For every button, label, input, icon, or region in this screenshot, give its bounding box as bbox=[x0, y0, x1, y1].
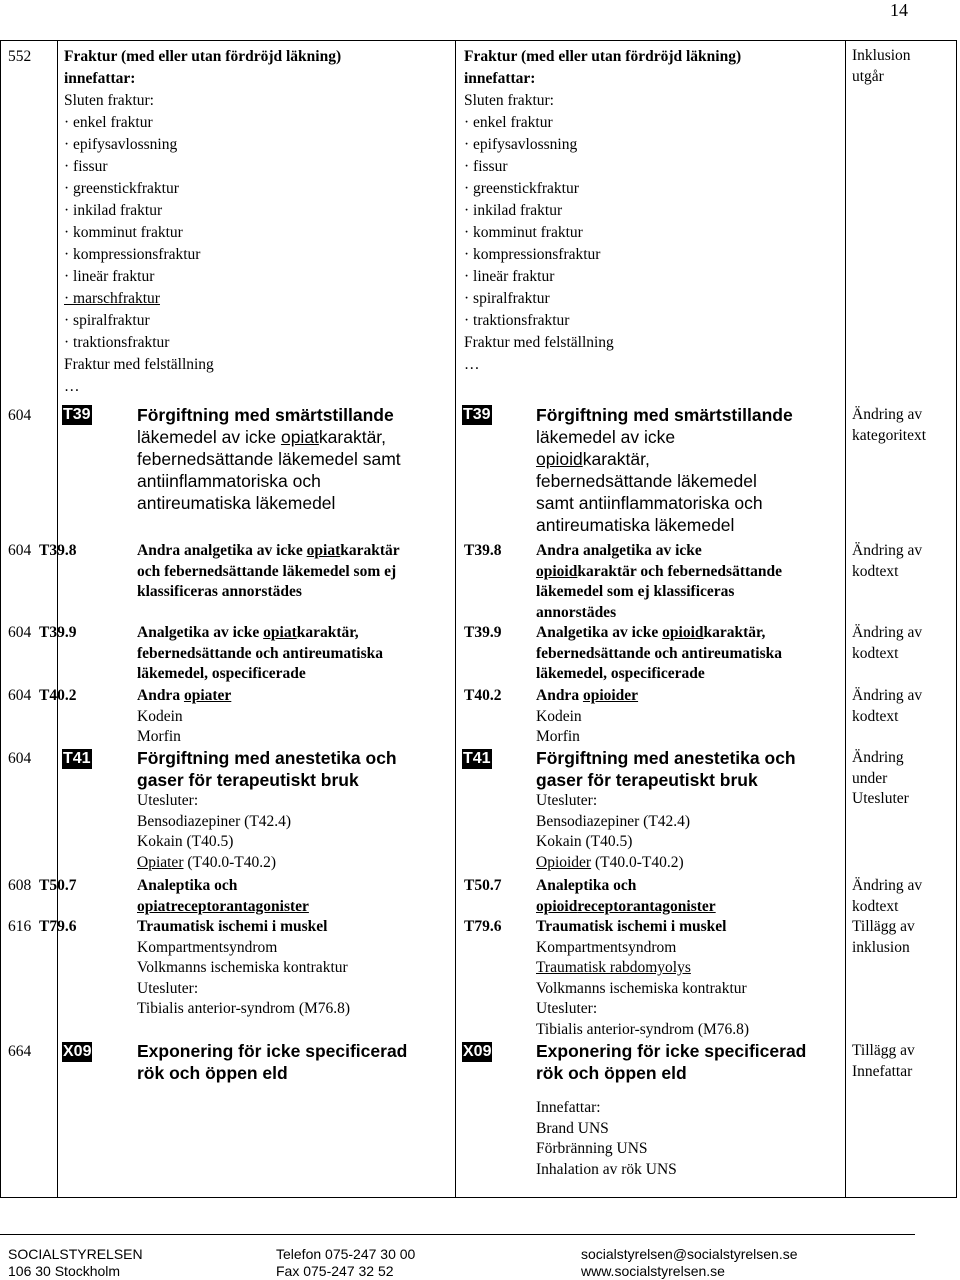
old-tail: Fraktur med felställning bbox=[64, 356, 214, 373]
col-divider bbox=[845, 40, 846, 1198]
change-note: Tillägg av inklusion bbox=[852, 918, 915, 956]
code-badge-x09: X09 bbox=[63, 1043, 92, 1060]
list-item: · inkilad fraktur bbox=[64, 202, 163, 219]
list-item: · enkel fraktur bbox=[464, 114, 553, 131]
row-number: 664 bbox=[8, 1043, 32, 1060]
row-number-code: 604 T39.9 bbox=[8, 624, 77, 641]
change-note bbox=[852, 46, 911, 87]
t507-new-text: Analeptika och opioidreceptorantagonister bbox=[536, 877, 716, 915]
list-item: · enkel fraktur bbox=[64, 114, 153, 131]
new-title: Fraktur (med eller utan fördröjd läkning) bbox=[464, 48, 742, 65]
website-link[interactable]: www.socialstyrelsen.se bbox=[581, 1263, 725, 1279]
list-item: · traktionsfraktur bbox=[64, 334, 170, 351]
t402-old-text: Andra opiater Kodein Morfin bbox=[137, 687, 232, 745]
section-number: 552 bbox=[8, 48, 32, 65]
list-item: · lineär fraktur bbox=[64, 268, 155, 285]
code-badge-t41: T41 bbox=[63, 750, 91, 767]
t399-new-text: Analgetika av icke opioidkaraktär, febernedsättande och antireumatiska läkemedel, ospecificerade bbox=[536, 624, 782, 682]
list-item: · fissur bbox=[464, 158, 508, 175]
row-code: T40.2 bbox=[464, 687, 502, 704]
change-note: Ändring av kodtext bbox=[852, 687, 923, 725]
row-code: T50.7 bbox=[464, 877, 502, 894]
t41-new-text: Förgiftning med anestetika och gaser för terapeutiskt bruk Utesluter: Bensodiazepiner (T42.4) Kokain (T40.5) Opioider (T40.0-T40.2) bbox=[536, 748, 796, 871]
list-item: · greenstickfraktur bbox=[464, 180, 579, 197]
new-heading: Sluten fraktur: bbox=[464, 92, 554, 109]
change-note: Ändring av kodtext bbox=[852, 624, 923, 662]
new-subtitle: innefattar: bbox=[464, 70, 536, 87]
change-note: Ändring av kategoritext bbox=[852, 406, 927, 444]
code-badge-t39: T39 bbox=[63, 406, 91, 423]
list-item: · spiralfraktur bbox=[64, 312, 150, 329]
page-number: 14 bbox=[890, 0, 908, 20]
t41-old-text: Förgiftning med anestetika och gaser för terapeutiskt bruk Utesluter: Bensodiazepiner (T42.4) Kokain (T40.5) Opiater (T40.0-T40.2) bbox=[137, 748, 397, 871]
email-link[interactable]: socialstyrelsen@socialstyrelsen.se bbox=[581, 1246, 798, 1262]
row-code: T79.6 bbox=[464, 918, 502, 935]
row-number-code: 604 T39.8 bbox=[8, 542, 77, 559]
row-code: T39.9 bbox=[464, 624, 502, 641]
change-note: Ändring av kodtext bbox=[852, 877, 923, 915]
list-item: · lineär fraktur bbox=[464, 268, 555, 285]
list-item-removed: · marschfraktur bbox=[64, 290, 160, 307]
col-divider bbox=[57, 40, 58, 1198]
t796-new-text: Traumatisk ischemi i muskel Kompartmentsyndrom Traumatisk rabdomyolys Volkmanns ischemiska kontraktur Utesluter: Tibialis anterior-syndrom (M76.8) bbox=[536, 918, 750, 1038]
code-badge-x09-new: X09 bbox=[463, 1043, 492, 1060]
t402-new-text: Andra opioider Kodein Morfin bbox=[536, 687, 639, 745]
old-title: Fraktur (med eller utan fördröjd läkning) bbox=[64, 48, 342, 65]
list-item: · greenstickfraktur bbox=[64, 180, 179, 197]
row-number: 604 bbox=[8, 407, 32, 424]
new-tail: Fraktur med felställning bbox=[464, 334, 614, 351]
col-divider bbox=[455, 40, 456, 1198]
x09-new-text: Exponering för icke specificerad rök och öppen eld Innefattar: Brand UNS Förbränning UNS Inhalation av rök UNS bbox=[536, 1041, 807, 1178]
ellipsis: … bbox=[464, 356, 480, 373]
t398-old-text: Andra analgetika av icke opiatkaraktär och febernedsättande läkemedel som ej klassificeras annorstädes bbox=[137, 542, 400, 600]
change-note: Ändring av kodtext bbox=[852, 542, 923, 580]
t398-new-text: Andra analgetika av icke opioidkaraktär och febernedsättande läkemedel som ej klassificeras annorstädes bbox=[536, 542, 783, 621]
old-heading: Sluten fraktur: bbox=[64, 92, 154, 109]
code-badge-t39-new: T39 bbox=[463, 406, 491, 423]
list-item: · komminut fraktur bbox=[464, 224, 583, 241]
new-fraktur-block bbox=[464, 46, 741, 376]
list-item: · fissur bbox=[64, 158, 108, 175]
x09-old-text: Exponering för icke specificerad rök och öppen eld bbox=[137, 1041, 408, 1083]
footer-rule bbox=[0, 1234, 915, 1235]
t39-new-text: Förgiftning med smärtstillande läkemedel av icke opioidkaraktär, febernedsättande läkemedel samt antiinflammatoriska och antireumatiska läkemedel bbox=[536, 405, 793, 535]
list-item: · traktionsfraktur bbox=[464, 312, 570, 329]
t39-old-text: Förgiftning med smärtstillande läkemedel av icke opiatkaraktär, febernedsättande läkemedel samt antiinflammatoriska och antireumatiska läkemedel bbox=[137, 405, 401, 513]
list-item: · epifysavlossning bbox=[464, 136, 578, 153]
t399-old-text: Analgetika av icke opiatkaraktär, febernedsättande och antireumatiska läkemedel, ospecificerade bbox=[137, 624, 383, 682]
old-subtitle: innefattar: bbox=[64, 70, 136, 87]
list-item: · komminut fraktur bbox=[64, 224, 183, 241]
list-item: · kompressionsfraktur bbox=[464, 246, 601, 263]
row-code: T39.8 bbox=[464, 542, 502, 559]
change-text: utgår bbox=[852, 67, 884, 85]
list-item: · spiralfraktur bbox=[464, 290, 550, 307]
row-number-code: 608 T50.7 bbox=[8, 877, 77, 894]
list-item: · kompressionsfraktur bbox=[64, 246, 201, 263]
row-number: 604 bbox=[8, 750, 32, 767]
footer-contact: Telefon 075-247 30 00 Fax 075-247 32 52 bbox=[276, 1246, 416, 1279]
ellipsis: … bbox=[64, 378, 80, 395]
row-number-code: 616 T79.6 bbox=[8, 918, 77, 935]
t507-old-text: Analeptika och opiatreceptorantagonister bbox=[137, 877, 309, 915]
change-note: Ändring under Utesluter bbox=[852, 749, 909, 807]
footer-web bbox=[581, 1246, 798, 1280]
list-item: · epifysavlossning bbox=[64, 136, 178, 153]
change-text: Inklusion bbox=[852, 47, 911, 64]
list-item: · inkilad fraktur bbox=[464, 202, 563, 219]
footer-org: SOCIALSTYRELSEN 106 30 Stockholm bbox=[8, 1246, 143, 1279]
t796-old-text: Traumatisk ischemi i muskel Kompartmentsyndrom Volkmanns ischemiska kontraktur Utesluter: Tibialis anterior-syndrom (M76.8) bbox=[137, 918, 351, 1017]
old-fraktur-block bbox=[64, 46, 341, 398]
change-note: Tillägg av Innefattar bbox=[852, 1042, 915, 1080]
code-badge-t41-new: T41 bbox=[463, 750, 491, 767]
row-number-code: 604 T40.2 bbox=[8, 687, 77, 704]
